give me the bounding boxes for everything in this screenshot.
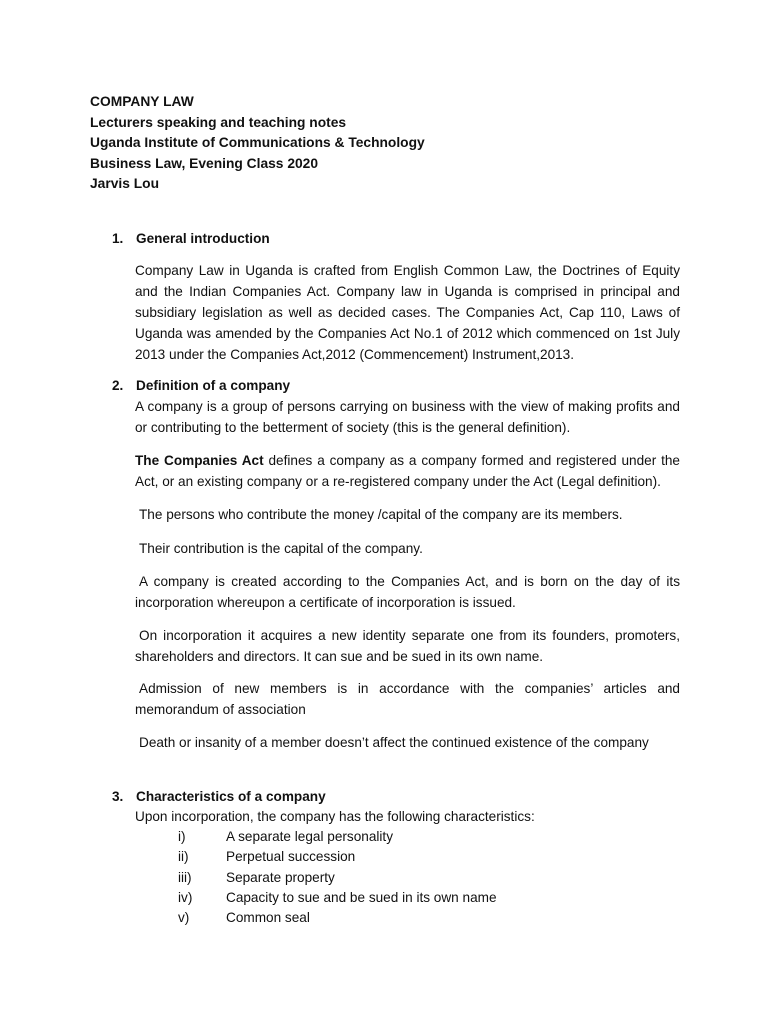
section-3-heading [112, 786, 680, 807]
document-title: COMPANY LAW [90, 94, 194, 109]
list-item [178, 847, 497, 867]
list-item-text: A separate legal personality [226, 829, 394, 844]
list-item [178, 888, 497, 908]
section-2-paragraph-5: A company is created according to the Companies Act, and is born on the day of its incorporation whereupon a certificate of incorporation is issued. [135, 574, 680, 610]
section-2-paragraph-8: Death or insanity of a member doesn’t affect the continued existence of the company [139, 735, 649, 750]
list-item [178, 868, 497, 888]
section-1-number: 1. [112, 231, 124, 246]
section-2-paragraph-3: The persons who contribute the money /capital of the company are its members. [139, 507, 623, 522]
list-item-text: Separate property [226, 869, 335, 885]
section-3-intro: Upon incorporation, the company has the following characteristics: [135, 809, 535, 824]
section-2-title: Definition of a company [136, 378, 291, 393]
section-2-paragraph-1: A company is a group of persons carrying on business with the view of making profits and or contributing to the betterment of society (this is the general definition). [135, 399, 680, 435]
course-name: Business Law, Evening Class 2020 [90, 155, 319, 171]
characteristics-list [178, 827, 497, 928]
section-2-paragraph-4: Their contribution is the capital of the company. [139, 541, 423, 556]
companies-act-term: The Companies Act [135, 453, 264, 468]
section-3-title: Characteristics of a company [136, 789, 326, 804]
list-item-number: iii) [178, 869, 192, 885]
list-item-text: Capacity to sue and be sued in its own name [226, 889, 497, 905]
section-1-heading [112, 228, 680, 249]
section-1-paragraph: Company Law in Uganda is crafted from English Common Law, the Doctrines of Equity and the Indian Companies Act. Company law in Uganda is comprised in principal and subsidiary legislation as well as decided cases. The Companies Act, Cap 110, Laws of Uganda was amended by the Companies Act No.1 of 2012 which commenced on 1st July 2013 under the Companies Act,2012 (Commencement) Instrument,2013. [135, 263, 680, 362]
section-1-title: General introduction [136, 231, 270, 246]
section-2-heading [112, 375, 680, 396]
list-item-number: iv) [178, 889, 193, 905]
section-3-number: 3. [112, 789, 124, 804]
section-2-paragraph-2 [135, 450, 680, 492]
list-item-number: ii) [178, 849, 189, 865]
list-item [178, 908, 497, 928]
list-item-text: Common seal [226, 910, 310, 926]
section-2-paragraph-6: On incorporation it acquires a new identity separate one from its founders, promoters, shareholders and directors. It can sue and be sued in its own name. [135, 628, 680, 664]
list-item [178, 827, 497, 847]
list-item-number: i) [178, 829, 186, 844]
institution-name: Uganda Institute of Communications & Technology [90, 135, 425, 150]
author-name: Jarvis Lou [90, 176, 160, 191]
list-item-text: Perpetual succession [226, 849, 356, 865]
section-2-number: 2. [112, 378, 124, 393]
document-header [90, 92, 690, 195]
section-2-paragraph-2-text: defines a company as a company formed and registered under the Act, or an existing company or a re-registered company under the Act (Legal definition). [135, 453, 680, 489]
document-subtitle: Lecturers speaking and teaching notes [90, 114, 347, 130]
list-item-number: v) [178, 910, 190, 926]
section-2-paragraph-7: Admission of new members is in accordance with the companies’ articles and memorandum of association [135, 681, 680, 717]
